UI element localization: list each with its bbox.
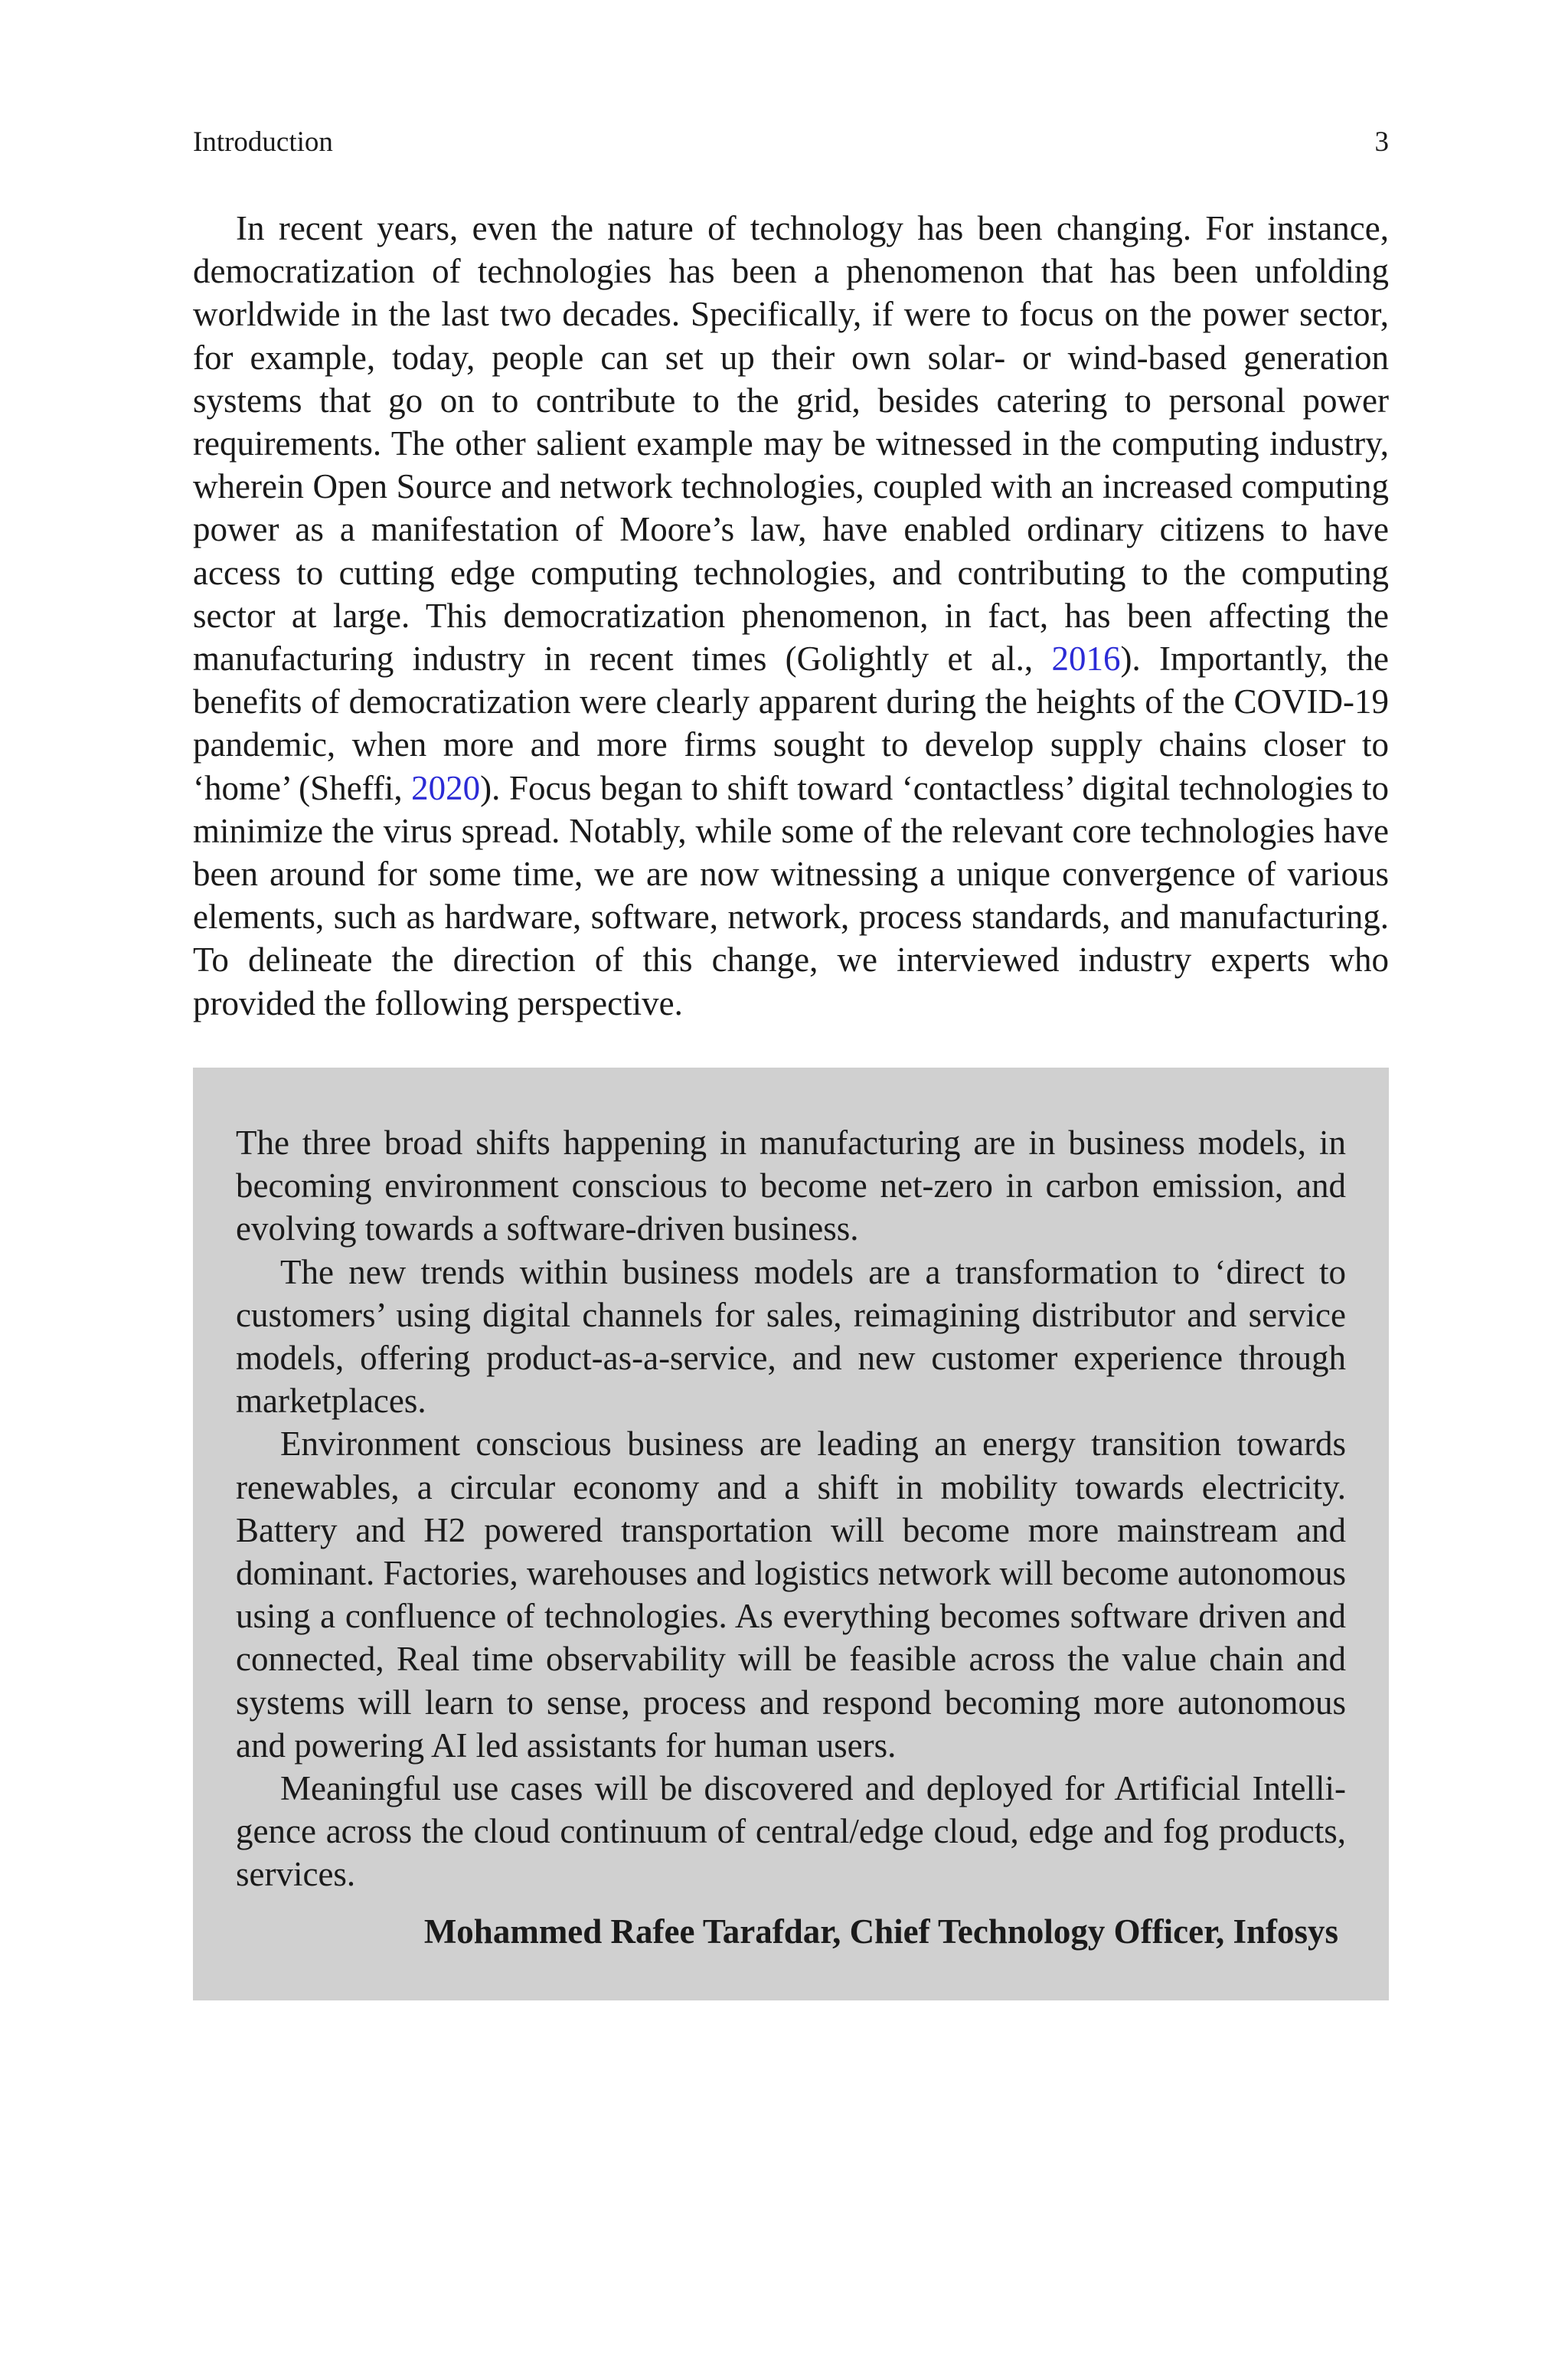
quote-paragraph-2: The new trends within business models are a transformation to ‘direct to customers’ using digital channels for sales, reimagining distributor and service models, offering product-as-a-service, and new customer experience through marketplaces. [236,1252,1346,1421]
section-title: Introduction [193,126,333,158]
citation-link-golightly[interactable]: 2016 [1051,639,1121,679]
quote-paragraph-1: The three broad shifts happening in manufacturing are in business models, in becoming environment conscious to become net-zero in carbon emission, and evolving towards a software-driven business. [236,1124,1346,1248]
citation-link-sheffi[interactable]: 2020 [411,768,481,807]
quote-paragraph-4: Meaningful use cases will be discovered and deployed for Artificial Intelligence across the cloud continuum of central/edge cloud, edge and fog products, services. [236,1769,1346,1894]
quote-attribution: Mohammed Rafee Tarafdar, Chief Technology Officer, Infosys [423,1912,1338,1951]
body-paragraph [193,207,1389,1025]
expert-quote-box [193,1068,1389,2000]
body-text-part-3: ). Focus began to shift toward ‘contactless’ digital technologies to minimize the virus spread. Notably, while some of the relevant core technologies have been around for some time, we are now witnessing a unique convergence of various elements, such as hardware, software, network, process standards, and manufacturing. To delineate the direction of this change, we interviewed industry experts who provided the following perspective. [193,768,1389,1022]
page-number: 3 [1374,126,1389,158]
running-header [193,124,1389,161]
body-text-part-1: In recent years, even the nature of technology has been changing. For instance, democratization of technologies has been a phenomenon that has been unfolding worldwide in the last two decades. Specifically, if were to focus on the power sector, for example, today, people can set up their own solar- or wind-based generation systems that go on to contribute to the grid, besides catering to personal power requirements. The other salient example may be witnessed in the computing industry, wherein Open Source and network technologies, coupled with an increased computing power as a manifestation of Moore’s law, have enabled ordinary citizens to have access to cutting edge computing technologies, and contributing to the computing sector at large. This democratization phenomenon, in fact, has been affecting the manufacturing industry in recent times (Golightly et al., [193,209,1389,679]
quote-paragraph-3: Environment conscious business are leading an energy transition towards renewables, a circular economy and a shift in mobility towards electricity. Battery and H2 powered transportation will become more mainstream and dominant. Factories, warehouses and logistics network will become autonomous using a confluence of technologies. As everything becomes software driven and connected, Real time observability will be feasible across the value chain and systems will learn to sense, process and respond becoming more autonomous and powering AI led assistants for human users. [236,1425,1346,1765]
body-text-part-2: ). Importantly, the benefits of democratization were clearly apparent during the heights of the COVID-19 pandemic, when more and more firms sought to develop supply chains closer to ‘home’ (Sheffi, [193,639,1389,807]
